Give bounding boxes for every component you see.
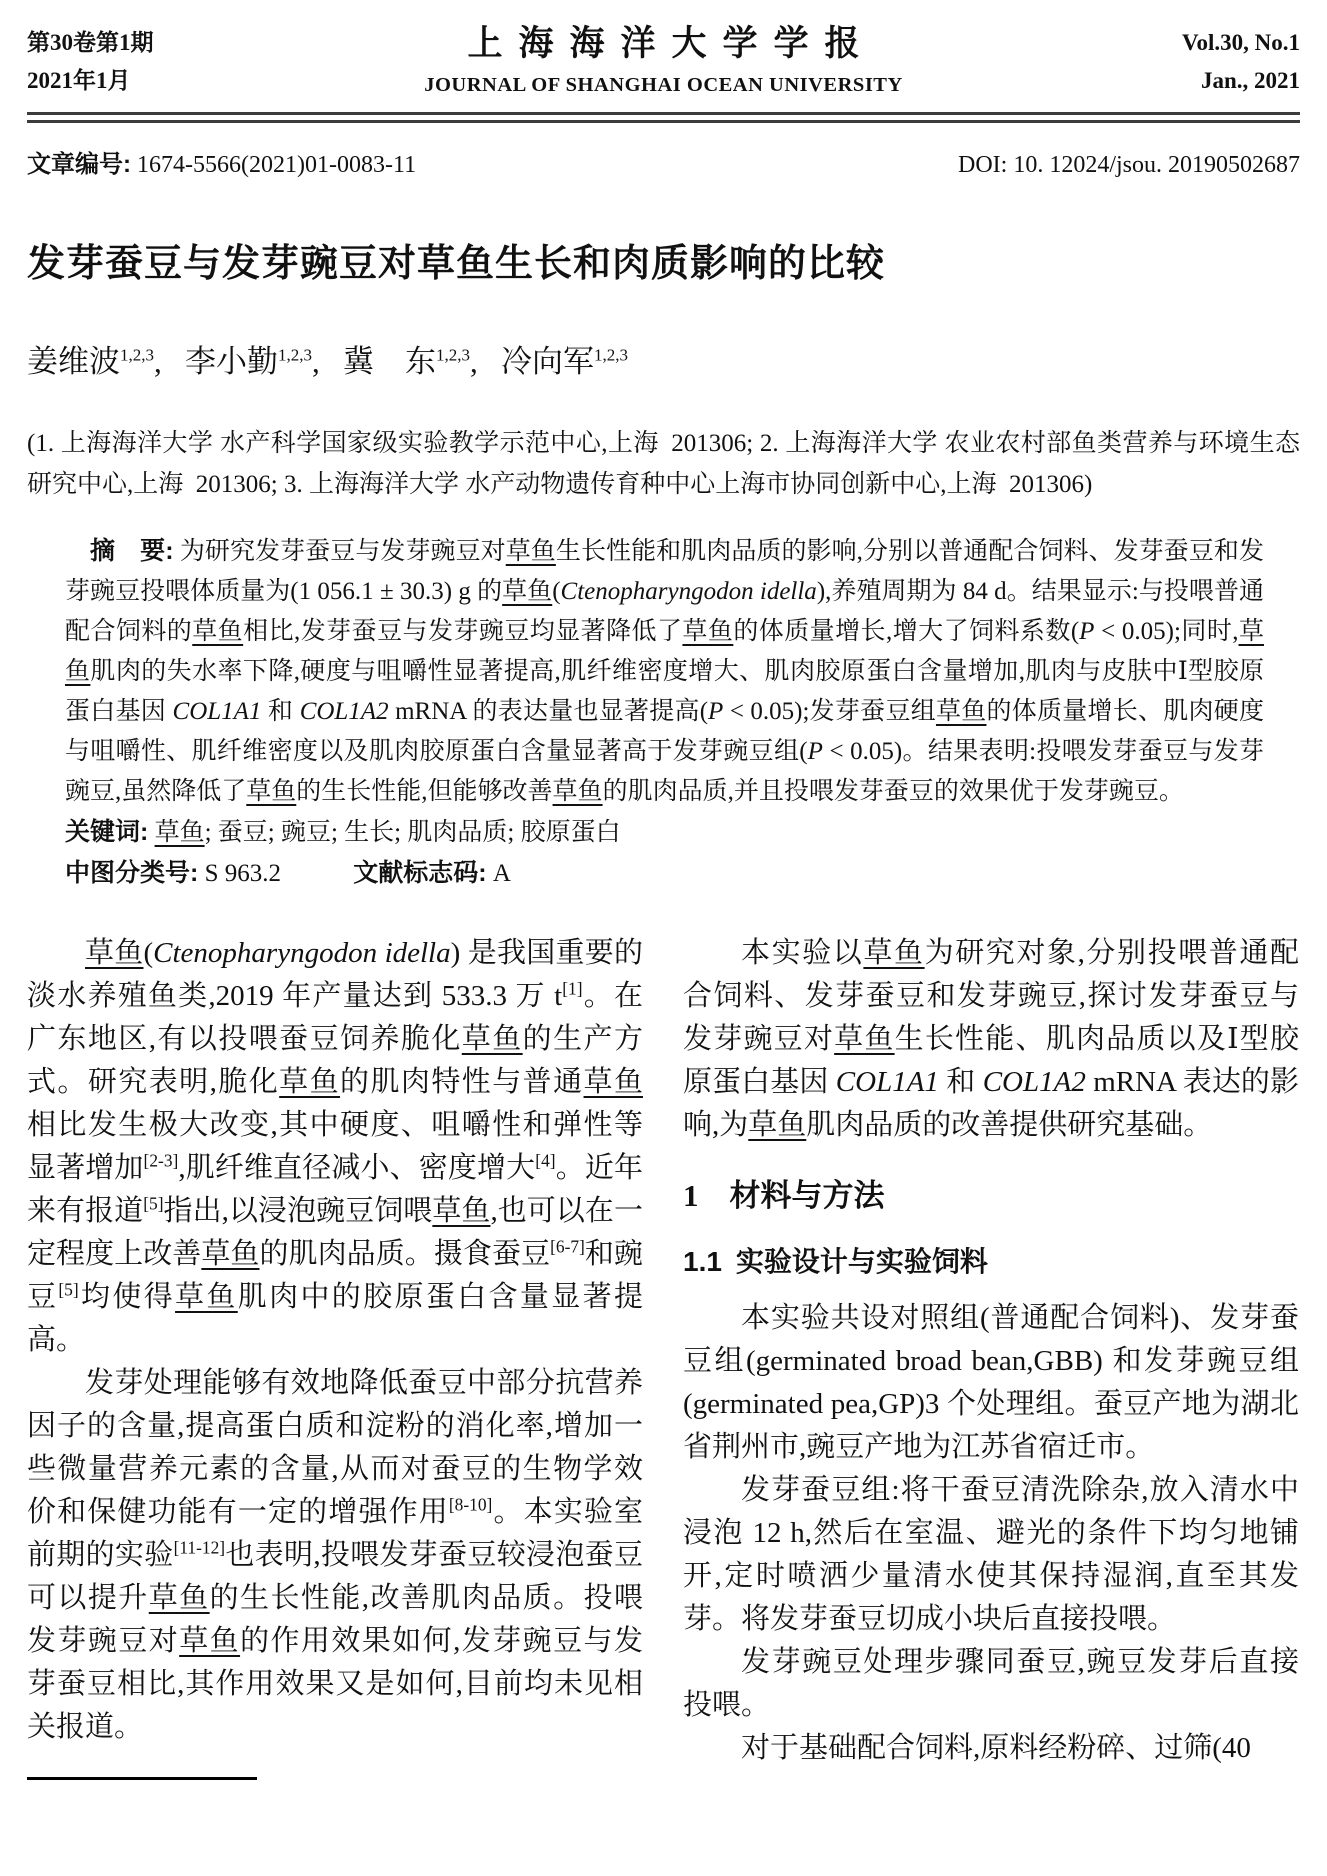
doc-code-label: 文献标志码: [353, 859, 487, 887]
header-right [1050, 24, 1300, 100]
left-column [27, 932, 643, 1780]
classification-line [65, 853, 1264, 894]
journal-header [27, 24, 1300, 100]
keywords-text: 草鱼; 蚕豆; 豌豆; 生长; 肌肉品质; 胶原蛋白 [154, 819, 621, 846]
abstract-paragraph [65, 531, 1264, 812]
journal-name-cn: 上海海洋大学学报 [467, 24, 876, 63]
authors-line: 姜维波$^{1,2,3}$, 李小勤$^{1,2,3}$, 冀 东$^{1,2,3}$, 冷向军$^{1,2,3}$ [27, 344, 628, 379]
footnote-divider-rule [27, 1777, 257, 1780]
section-heading-1-1: 1.1 实验设计与实验饲料 [683, 1246, 988, 1277]
body-paragraph: 对于基础配合饲料,原料经粉碎、过筛(40 [741, 1732, 1251, 1764]
body-paragraph: 草鱼(Ctenopharyngodon idella) 是我国重要的淡水养殖鱼类,2019 年产量达到 533.3 万 t[1]。在广东地区,有以投喂蚕豆饲养脆化草鱼的生产方式。研究表明,脆化草鱼的肌肉特性与普通草鱼相比发生极大改变,其中硬度、咀嚼性和弹性等显著增加[2-3],肌纤维直径减小、密度增大[4]。近年来有报道[5]指出,以浸泡豌豆饲喂草鱼,也可以在一定程度上改善草鱼的肌肉品质。摄食蚕豆[6-7]和豌豆[5]均使得草鱼肌肉中的胶原蛋白含量显著提高。 [27, 937, 643, 1356]
affiliations: (1. 上海海洋大学 水产科学国家级实验教学示范中心,上海 201306; 2. 上海海洋大学 农业农村部鱼类营养与环境生态研究中心,上海 201306; 3. 上海海洋大学 水产动物遗传育种中心上海市协同创新中心,上海 201306) [27, 430, 1300, 498]
right-column [683, 932, 1299, 1780]
body-paragraph: 本实验共设对照组(普通配合饲料)、发芽蚕豆组(germinated broad bean,GBB) 和发芽豌豆组(germinated pea,GP)3 个处理组。蚕豆产地为湖北省荆州市,豌豆产地为江苏省宿迁市。 [683, 1302, 1299, 1463]
body-paragraph: 发芽蚕豆组:将干蚕豆清洗除杂,放入清水中浸泡 12 h,然后在室温、避光的条件下均匀地铺开,定时喷洒少量清水使其保持湿润,直至其发芽。将发芽蚕豆切成小块后直接投喂。 [683, 1474, 1299, 1635]
article-meta-row [27, 149, 1300, 181]
article-id [27, 149, 416, 181]
body-paragraph: 发芽豌豆处理步骤同蚕豆,豌豆发芽后直接投喂。 [683, 1646, 1299, 1721]
clc-label: 中图分类号: [65, 859, 199, 887]
header-divider-rule [27, 112, 1300, 123]
section-heading-1: 1 材料与方法 [683, 1178, 885, 1213]
clc-value: S 963.2 [204, 860, 281, 887]
issue-date-en: Jan., 2021 [1200, 68, 1300, 93]
volume-issue-en: Vol.30, No.1 [1182, 30, 1300, 55]
keywords-line [65, 812, 1264, 853]
volume-issue-cn: 第30卷第1期 [27, 30, 154, 55]
abstract-label: 摘 要: [90, 537, 174, 565]
article-id-label: 文章编号: [27, 151, 131, 178]
journal-name-en: JOURNAL OF SHANGHAI OCEAN UNIVERSITY [424, 74, 903, 96]
article-title: 发芽蚕豆与发芽豌豆对草鱼生长和肉质影响的比较 [27, 243, 886, 285]
clc-pair [65, 860, 281, 887]
article-id-value: 1674-5566(2021)01-0083-11 [137, 152, 417, 178]
issue-date-cn: 2021年1月 [27, 68, 131, 93]
keywords-label: 关键词: [65, 818, 149, 846]
body-paragraph: 本实验以草鱼为研究对象,分别投喂普通配合饲料、发芽蚕豆和发芽豌豆,探讨发芽蚕豆与发芽豌豆对草鱼生长性能、肌肉品质以及Ⅰ型胶原蛋白基因 COL1A1 和 COL1A2 mRNA 表达的影响,为草鱼肌肉品质的改善提供研究基础。 [683, 937, 1299, 1141]
header-center [277, 24, 1050, 99]
abstract-text: 为研究发芽蚕豆与发芽豌豆对草鱼生长性能和肌肉品质的影响,分别以普通配合饲料、发芽蚕豆和发芽豌豆投喂体质量为(1 056.1 ± 30.3) g 的草鱼(Ctenopharyngodon idella),养殖周期为 84 d。结果显示:与投喂普通配合饲料的草鱼相比,发芽蚕豆与发芽豌豆均显著降低了草鱼的体质量增长,增大了饲料系数(P < 0.05);同时,草鱼肌肉的失水率下降,硬度与咀嚼性显著提高,肌纤维密度增大、肌肉胶原蛋白含量增加,肌肉与皮肤中Ⅰ型胶原蛋白基因 COL1A1 和 COL1A2 mRNA 的表达量也显著提高(P < 0.05);发芽蚕豆组草鱼的体质量增长、肌肉硬度与咀嚼性、肌纤维密度以及肌肉胶原蛋白含量显著高于发芽豌豆组(P < 0.05)。结果表明:投喂发芽蚕豆与发芽豌豆,虽然降低了草鱼的生长性能,但能够改善草鱼的肌肉品质,并且投喂发芽蚕豆的效果优于发芽豌豆。 [65, 538, 1265, 805]
body-paragraph: 发芽处理能够有效地降低蚕豆中部分抗营养因子的含量,提高蛋白质和淀粉的消化率,增加一些微量营养元素的含量,从而对蚕豆的生物学效价和保健功能有一定的增强作用[8-10]。本实验室前期的实验[11-12]也表明,投喂发芽蚕豆较浸泡蚕豆可以提升草鱼的生长性能,改善肌肉品质。投喂发芽豌豆对草鱼的作用效果如何,发芽豌豆与发芽蚕豆相比,其作用效果又是如何,目前均未见相关报道。 [27, 1367, 643, 1743]
doc-code-value: A [492, 860, 511, 887]
doi: DOI: 10. 12024/jsou. 20190502687 [958, 152, 1300, 178]
header-left [27, 24, 277, 100]
doc-code-pair [353, 860, 511, 887]
abstract-block [27, 531, 1300, 894]
body-columns [27, 932, 1300, 1780]
